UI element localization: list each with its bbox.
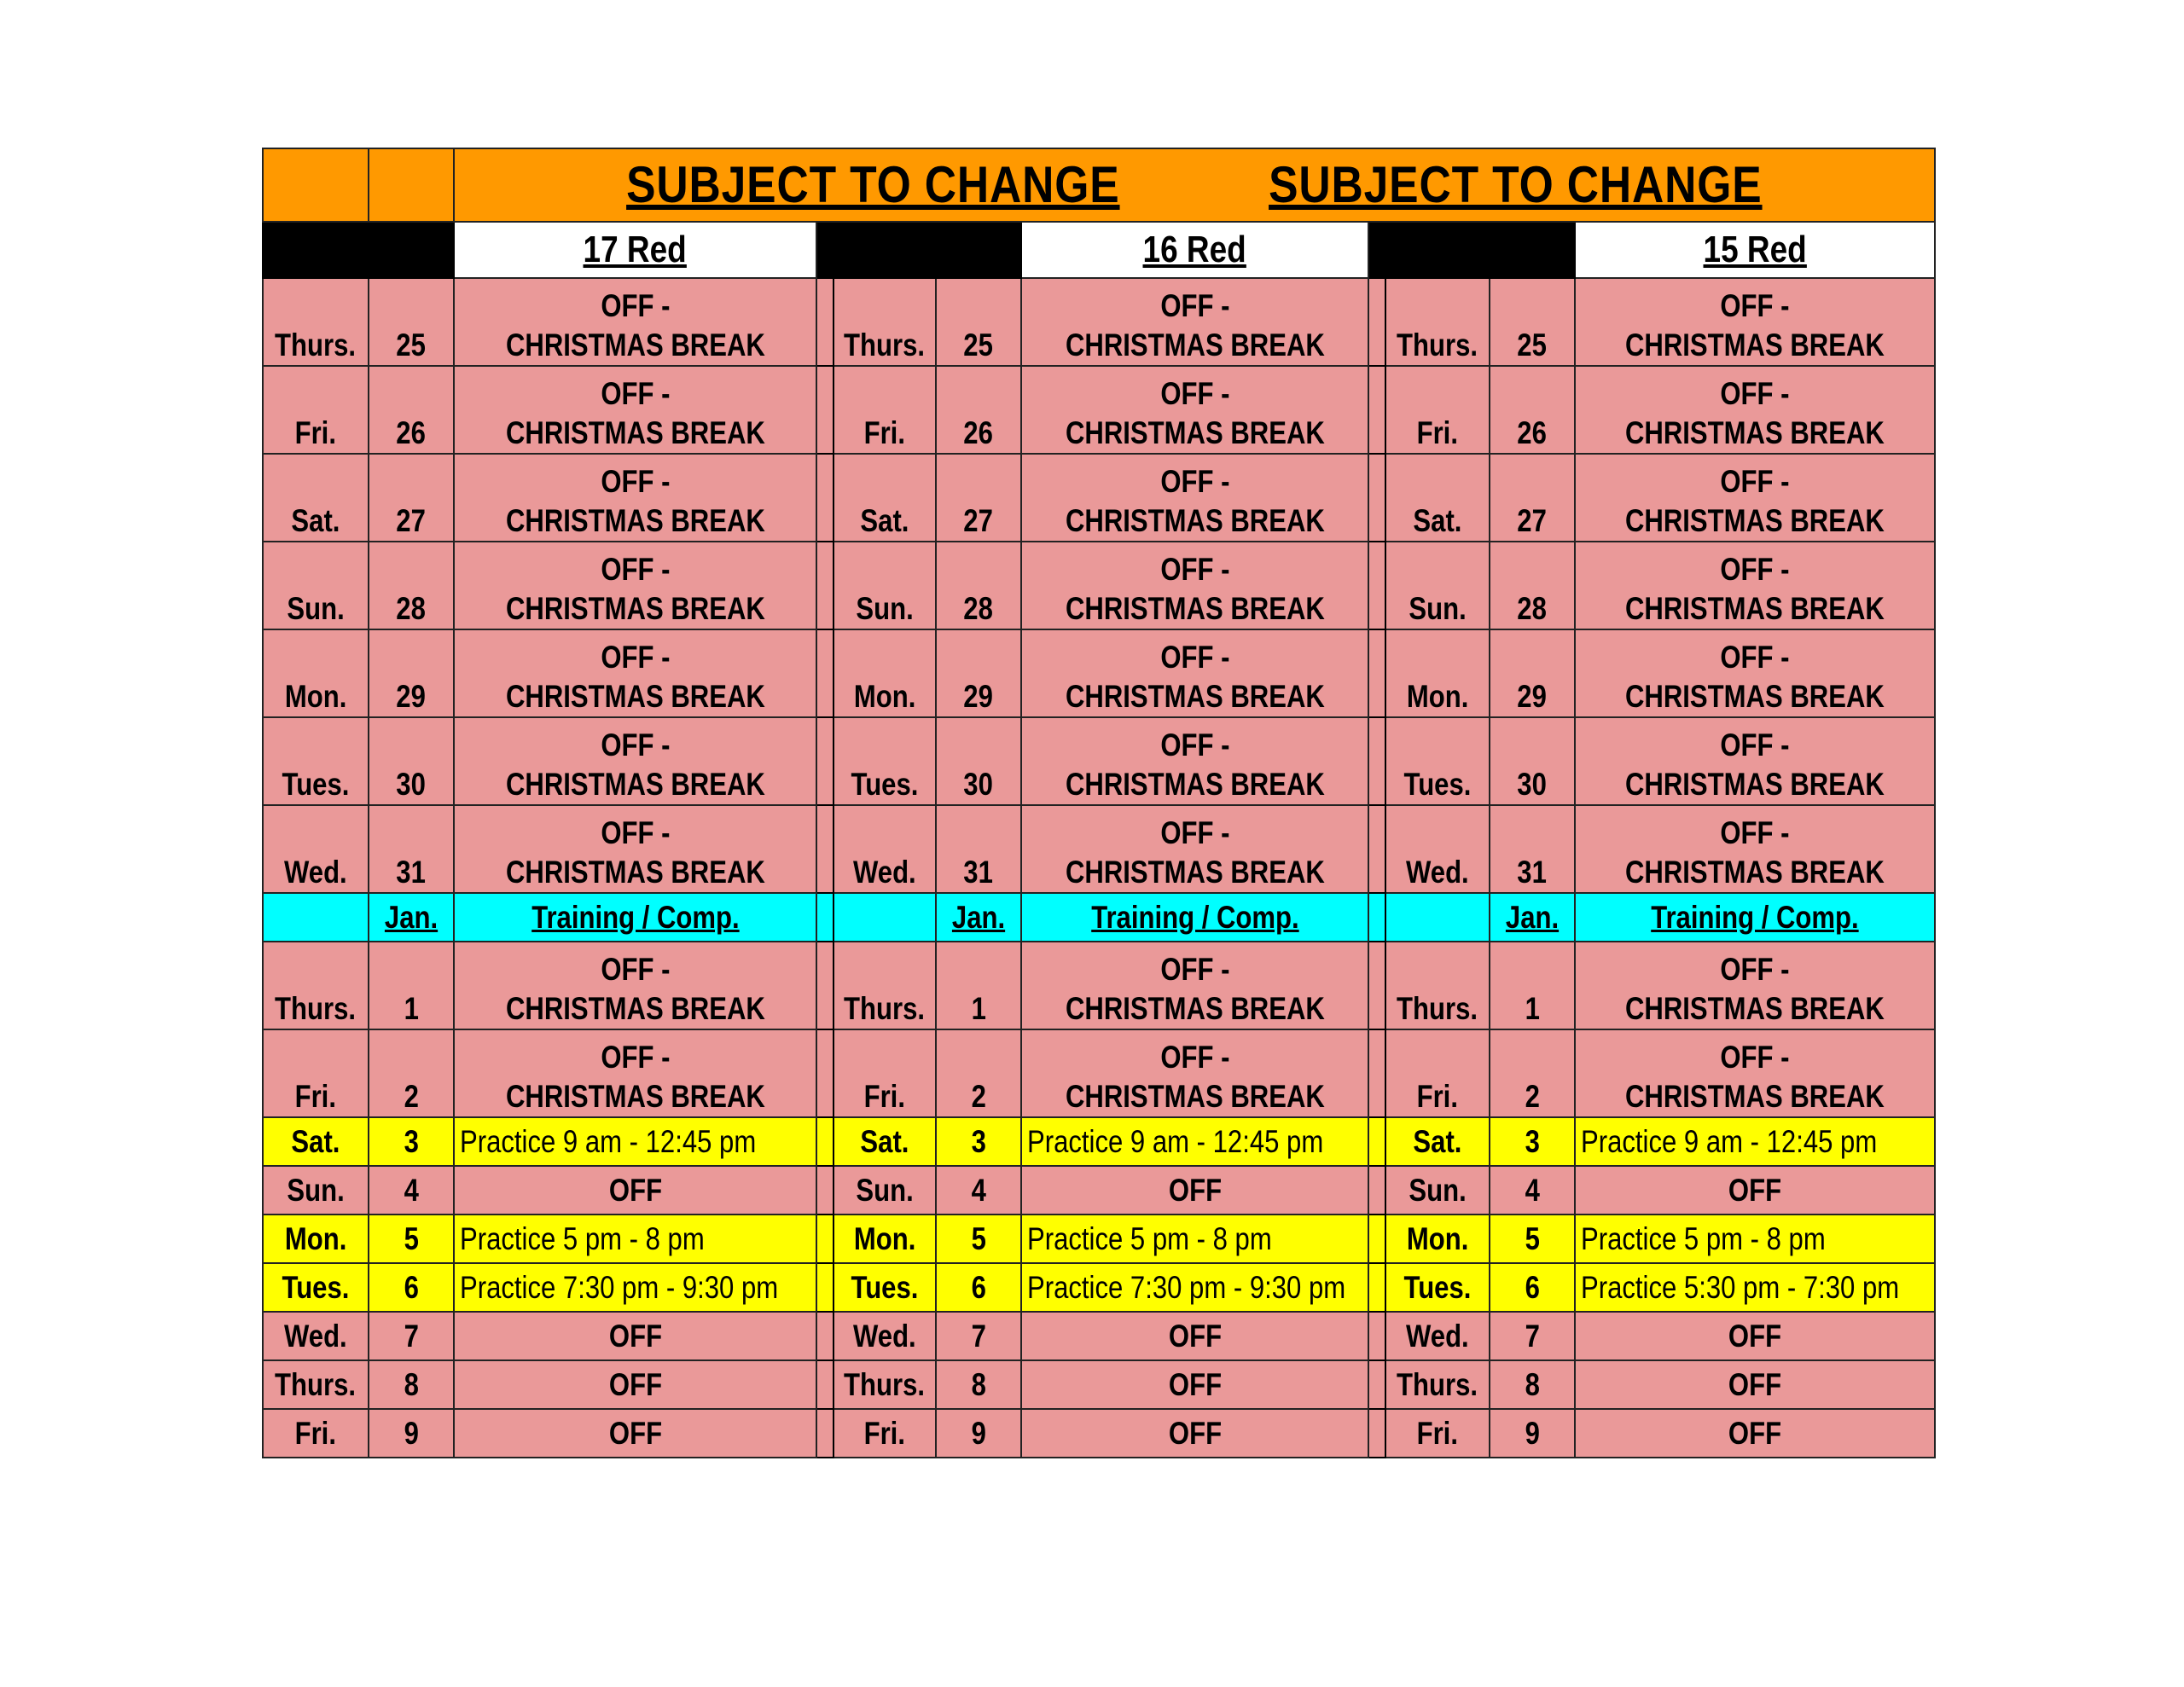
date-cell: 29 (369, 629, 454, 717)
date-cell: 3 (936, 1117, 1021, 1166)
event-text: OFF (608, 1366, 662, 1402)
day-cell: Wed. (1385, 1312, 1490, 1360)
event-text: OFF (1168, 1366, 1222, 1402)
banner-text-left: SUBJECT TO CHANGE (626, 156, 1120, 213)
event-text: Practice 5 pm - 8 pm (1027, 1220, 1272, 1256)
event-text: OFF - (1720, 376, 1790, 411)
date-cell: 29 (936, 629, 1021, 717)
event-text: CHRISTMAS BREAK (1625, 1079, 1885, 1114)
schedule-row (263, 1215, 1935, 1263)
month-blank-cell (263, 893, 369, 942)
event-text: OFF - (600, 728, 671, 762)
event-text: OFF - (600, 640, 671, 675)
date-cell: 29 (1490, 629, 1575, 717)
event-text: OFF - (1159, 288, 1230, 323)
day-cell: Mon. (1385, 1215, 1490, 1263)
event-text: OFF (1728, 1366, 1782, 1402)
column-separator (816, 805, 834, 893)
column-separator (816, 1263, 834, 1312)
event-text: OFF - (600, 288, 671, 323)
column-separator (816, 1360, 834, 1409)
column-separator (816, 629, 834, 717)
day-cell: Wed. (834, 805, 936, 893)
day-cell: Sat. (263, 1117, 369, 1166)
day-cell: Mon. (263, 629, 369, 717)
month-row (263, 893, 1935, 942)
event-text: OFF - (1720, 640, 1790, 675)
event-text: OFF - (1159, 728, 1230, 762)
event-text: OFF - (1720, 1040, 1790, 1075)
date-cell: 1 (936, 942, 1021, 1029)
date-cell: 6 (369, 1263, 454, 1312)
date-cell: 25 (369, 278, 454, 366)
event-text: CHRISTMAS BREAK (1065, 679, 1325, 714)
column-separator (1368, 629, 1385, 717)
event-cell (1021, 542, 1368, 629)
event-text: Practice 7:30 pm - 9:30 pm (460, 1269, 779, 1305)
day-cell: Tues. (834, 717, 936, 805)
event-text: CHRISTMAS BREAK (1065, 1079, 1325, 1114)
banner-cell-blank (263, 148, 369, 222)
event-cell (1575, 1215, 1935, 1263)
event-text: OFF - (1720, 464, 1790, 499)
event-text: OFF - (1159, 640, 1230, 675)
date-cell: 4 (369, 1166, 454, 1215)
event-cell (1021, 942, 1368, 1029)
column-separator (816, 717, 834, 805)
event-text: CHRISTMAS BREAK (1625, 991, 1885, 1026)
date-cell: 5 (369, 1215, 454, 1263)
header-black-block (1368, 222, 1575, 278)
column-separator (1368, 1029, 1385, 1117)
day-cell: Sun. (834, 542, 936, 629)
event-text: Practice 9 am - 12:45 pm (1581, 1123, 1878, 1159)
event-text: CHRISTMAS BREAK (505, 1079, 765, 1114)
day-cell: Fri. (263, 1409, 369, 1458)
day-cell: Fri. (1385, 366, 1490, 454)
event-text: CHRISTMAS BREAK (505, 855, 765, 890)
event-text: OFF - (1720, 552, 1790, 587)
team-name-15: 15 Red (1575, 222, 1935, 278)
column-separator (1368, 805, 1385, 893)
event-cell (1575, 805, 1935, 893)
day-cell: Thurs. (263, 1360, 369, 1409)
date-cell: 8 (936, 1360, 1021, 1409)
day-cell: Fri. (834, 1409, 936, 1458)
event-cell (454, 278, 816, 366)
event-text: CHRISTMAS BREAK (505, 415, 765, 450)
team-header-row (263, 222, 1935, 278)
day-cell: Wed. (263, 805, 369, 893)
event-cell (454, 942, 816, 1029)
event-cell (1021, 1360, 1368, 1409)
day-cell: Mon. (834, 1215, 936, 1263)
day-cell: Thurs. (263, 278, 369, 366)
event-text: CHRISTMAS BREAK (1065, 767, 1325, 802)
event-text: CHRISTMAS BREAK (1065, 503, 1325, 538)
day-cell: Sat. (834, 454, 936, 542)
month-blank-cell (1385, 893, 1490, 942)
event-text: OFF (1728, 1318, 1782, 1354)
column-separator (1368, 1215, 1385, 1263)
date-cell: 7 (1490, 1312, 1575, 1360)
schedule-row (263, 542, 1935, 629)
day-cell: Mon. (263, 1215, 369, 1263)
event-text: CHRISTMAS BREAK (1625, 328, 1885, 362)
event-text: OFF - (1159, 464, 1230, 499)
event-cell (454, 366, 816, 454)
day-cell: Sat. (834, 1117, 936, 1166)
column-separator (816, 1215, 834, 1263)
event-cell (1021, 1166, 1368, 1215)
day-cell: Fri. (1385, 1409, 1490, 1458)
banner-title (454, 148, 1935, 222)
day-cell: Fri. (834, 1029, 936, 1117)
date-cell: 9 (936, 1409, 1021, 1458)
event-cell (1021, 278, 1368, 366)
month-section-label: Training / Comp. (1575, 893, 1935, 942)
column-separator (1368, 717, 1385, 805)
schedule-row (263, 278, 1935, 366)
event-cell (1575, 1312, 1935, 1360)
event-text: CHRISTMAS BREAK (1625, 767, 1885, 802)
day-cell: Wed. (263, 1312, 369, 1360)
month-blank-cell (834, 893, 936, 942)
schedule-row (263, 805, 1935, 893)
event-text: OFF - (600, 552, 671, 587)
event-text: CHRISTMAS BREAK (1065, 328, 1325, 362)
schedule-table (262, 148, 1936, 1458)
day-cell: Fri. (834, 366, 936, 454)
schedule-row (263, 1312, 1935, 1360)
schedule-row (263, 366, 1935, 454)
day-cell: Tues. (1385, 1263, 1490, 1312)
event-cell (454, 1409, 816, 1458)
event-cell (454, 717, 816, 805)
date-cell: 2 (1490, 1029, 1575, 1117)
schedule-row (263, 1029, 1935, 1117)
date-cell: 26 (936, 366, 1021, 454)
event-cell (1021, 717, 1368, 805)
column-separator (1368, 1409, 1385, 1458)
month-section-label: Training / Comp. (454, 893, 816, 942)
date-cell: 28 (936, 542, 1021, 629)
event-cell (454, 1029, 816, 1117)
date-cell: 27 (1490, 454, 1575, 542)
column-separator (816, 942, 834, 1029)
event-cell (454, 1117, 816, 1166)
column-separator (816, 278, 834, 366)
banner-text-right: SUBJECT TO CHANGE (1269, 156, 1763, 213)
event-text: CHRISTMAS BREAK (505, 679, 765, 714)
schedule-row (263, 717, 1935, 805)
event-text: OFF (1168, 1172, 1222, 1208)
date-cell: 27 (369, 454, 454, 542)
event-text: Practice 9 am - 12:45 pm (1027, 1123, 1324, 1159)
day-cell: Tues. (263, 717, 369, 805)
day-cell: Fri. (263, 1029, 369, 1117)
month-label: Jan. (369, 893, 454, 942)
event-text: CHRISTMAS BREAK (505, 591, 765, 626)
team-name-16: 16 Red (1021, 222, 1368, 278)
event-text: OFF - (600, 464, 671, 499)
event-text: OFF - (1720, 288, 1790, 323)
day-cell: Thurs. (834, 278, 936, 366)
column-separator (1368, 1166, 1385, 1215)
column-separator (816, 454, 834, 542)
column-separator (1368, 1263, 1385, 1312)
date-cell: 9 (369, 1409, 454, 1458)
column-separator (1368, 454, 1385, 542)
date-cell: 6 (936, 1263, 1021, 1312)
day-cell: Tues. (1385, 717, 1490, 805)
event-cell (1575, 717, 1935, 805)
event-cell (1021, 366, 1368, 454)
column-separator (1368, 542, 1385, 629)
day-cell: Fri. (1385, 1029, 1490, 1117)
day-cell: Sun. (834, 1166, 936, 1215)
date-cell: 30 (1490, 717, 1575, 805)
date-cell: 30 (936, 717, 1021, 805)
month-label: Jan. (1490, 893, 1575, 942)
event-cell (1575, 1117, 1935, 1166)
event-cell (1575, 1263, 1935, 1312)
schedule-row (263, 1360, 1935, 1409)
date-cell: 3 (1490, 1117, 1575, 1166)
event-cell (454, 454, 816, 542)
schedule-row (263, 1409, 1935, 1458)
event-cell (1021, 454, 1368, 542)
day-cell: Thurs. (1385, 942, 1490, 1029)
day-cell: Thurs. (1385, 278, 1490, 366)
event-text: OFF (1168, 1318, 1222, 1354)
schedule-row (263, 454, 1935, 542)
event-cell (1575, 542, 1935, 629)
column-separator (816, 1029, 834, 1117)
event-cell (1575, 454, 1935, 542)
event-cell (1575, 629, 1935, 717)
event-text: OFF - (1720, 728, 1790, 762)
schedule-row (263, 629, 1935, 717)
event-cell (1021, 1029, 1368, 1117)
column-separator (816, 1312, 834, 1360)
date-cell: 3 (369, 1117, 454, 1166)
event-text: CHRISTMAS BREAK (505, 991, 765, 1026)
event-cell (1575, 278, 1935, 366)
event-text: OFF - (1159, 1040, 1230, 1075)
event-text: OFF (1728, 1172, 1782, 1208)
column-separator (1368, 1360, 1385, 1409)
date-cell: 1 (369, 942, 454, 1029)
day-cell: Fri. (263, 366, 369, 454)
schedule-row (263, 1166, 1935, 1215)
date-cell: 30 (369, 717, 454, 805)
event-text: OFF - (1159, 952, 1230, 987)
event-text: OFF - (600, 1040, 671, 1075)
event-text: CHRISTMAS BREAK (1625, 855, 1885, 890)
event-text: OFF (1728, 1415, 1782, 1451)
day-cell: Sun. (1385, 1166, 1490, 1215)
day-cell: Tues. (834, 1263, 936, 1312)
date-cell: 4 (936, 1166, 1021, 1215)
event-cell (1575, 942, 1935, 1029)
column-separator (816, 1409, 834, 1458)
event-cell (454, 1166, 816, 1215)
date-cell: 27 (936, 454, 1021, 542)
event-text: OFF (608, 1172, 662, 1208)
date-cell: 25 (936, 278, 1021, 366)
schedule-row (263, 1117, 1935, 1166)
day-cell: Sat. (1385, 454, 1490, 542)
event-cell (454, 1360, 816, 1409)
event-text: OFF - (600, 815, 671, 850)
event-cell (1021, 1117, 1368, 1166)
date-cell: 25 (1490, 278, 1575, 366)
column-separator (816, 893, 834, 942)
event-text: CHRISTMAS BREAK (1625, 591, 1885, 626)
day-cell: Sat. (263, 454, 369, 542)
event-text: Practice 9 am - 12:45 pm (460, 1123, 757, 1159)
event-text: OFF - (1720, 815, 1790, 850)
date-cell: 26 (1490, 366, 1575, 454)
date-cell: 5 (936, 1215, 1021, 1263)
event-text: OFF (1168, 1415, 1222, 1451)
event-cell (454, 1263, 816, 1312)
event-text: OFF - (1159, 815, 1230, 850)
event-cell (1575, 1166, 1935, 1215)
event-cell (454, 542, 816, 629)
header-black-block (263, 222, 454, 278)
event-cell (1575, 366, 1935, 454)
event-text: CHRISTMAS BREAK (1065, 855, 1325, 890)
day-cell: Thurs. (263, 942, 369, 1029)
date-cell: 8 (369, 1360, 454, 1409)
schedule-row (263, 942, 1935, 1029)
date-cell: 1 (1490, 942, 1575, 1029)
event-cell (1021, 1263, 1368, 1312)
event-text: CHRISTMAS BREAK (505, 328, 765, 362)
date-cell: 6 (1490, 1263, 1575, 1312)
event-text: OFF - (600, 952, 671, 987)
date-cell: 2 (936, 1029, 1021, 1117)
event-text: CHRISTMAS BREAK (1065, 415, 1325, 450)
event-text: CHRISTMAS BREAK (1625, 679, 1885, 714)
date-cell: 31 (1490, 805, 1575, 893)
column-separator (1368, 942, 1385, 1029)
event-cell (1021, 629, 1368, 717)
event-text: CHRISTMAS BREAK (505, 767, 765, 802)
schedule-sheet (262, 148, 1934, 1458)
event-text: Practice 5 pm - 8 pm (460, 1220, 705, 1256)
date-cell: 4 (1490, 1166, 1575, 1215)
column-separator (1368, 1312, 1385, 1360)
column-separator (816, 1166, 834, 1215)
event-cell (454, 805, 816, 893)
event-cell (1575, 1029, 1935, 1117)
event-text: CHRISTMAS BREAK (1625, 415, 1885, 450)
banner-cell-blank (369, 148, 454, 222)
event-text: OFF (608, 1415, 662, 1451)
day-cell: Sun. (1385, 542, 1490, 629)
date-cell: 28 (369, 542, 454, 629)
day-cell: Thurs. (834, 942, 936, 1029)
date-cell: 7 (936, 1312, 1021, 1360)
month-label: Jan. (936, 893, 1021, 942)
event-text: CHRISTMAS BREAK (1065, 591, 1325, 626)
date-cell: 8 (1490, 1360, 1575, 1409)
column-separator (816, 1117, 834, 1166)
day-cell: Mon. (1385, 629, 1490, 717)
date-cell: 5 (1490, 1215, 1575, 1263)
event-text: CHRISTMAS BREAK (1065, 991, 1325, 1026)
column-separator (816, 542, 834, 629)
event-cell (1021, 1215, 1368, 1263)
event-text: OFF - (600, 376, 671, 411)
event-text: OFF - (1159, 376, 1230, 411)
event-text: OFF (608, 1318, 662, 1354)
event-cell (454, 629, 816, 717)
event-text: OFF - (1159, 552, 1230, 587)
column-separator (1368, 893, 1385, 942)
day-cell: Mon. (834, 629, 936, 717)
date-cell: 31 (369, 805, 454, 893)
event-cell (1575, 1409, 1935, 1458)
team-name-17: 17 Red (454, 222, 816, 278)
column-separator (1368, 366, 1385, 454)
date-cell: 31 (936, 805, 1021, 893)
day-cell: Sun. (263, 542, 369, 629)
event-text: Practice 5:30 pm - 7:30 pm (1581, 1269, 1900, 1305)
event-cell (1021, 1312, 1368, 1360)
banner-row (263, 148, 1935, 222)
day-cell: Sun. (263, 1166, 369, 1215)
event-cell (454, 1312, 816, 1360)
day-cell: Tues. (263, 1263, 369, 1312)
day-cell: Thurs. (834, 1360, 936, 1409)
schedule-row (263, 1263, 1935, 1312)
day-cell: Wed. (834, 1312, 936, 1360)
date-cell: 2 (369, 1029, 454, 1117)
column-separator (816, 366, 834, 454)
header-black-block (816, 222, 1021, 278)
event-cell (1021, 805, 1368, 893)
event-text: Practice 5 pm - 8 pm (1581, 1220, 1826, 1256)
day-cell: Wed. (1385, 805, 1490, 893)
event-text: CHRISTMAS BREAK (1625, 503, 1885, 538)
day-cell: Sat. (1385, 1117, 1490, 1166)
event-text: CHRISTMAS BREAK (505, 503, 765, 538)
event-cell (1575, 1360, 1935, 1409)
date-cell: 26 (369, 366, 454, 454)
day-cell: Thurs. (1385, 1360, 1490, 1409)
event-text: Practice 7:30 pm - 9:30 pm (1027, 1269, 1346, 1305)
column-separator (1368, 1117, 1385, 1166)
date-cell: 9 (1490, 1409, 1575, 1458)
date-cell: 7 (369, 1312, 454, 1360)
event-cell (454, 1215, 816, 1263)
column-separator (1368, 278, 1385, 366)
event-text: OFF - (1720, 952, 1790, 987)
date-cell: 28 (1490, 542, 1575, 629)
month-section-label: Training / Comp. (1021, 893, 1368, 942)
event-cell (1021, 1409, 1368, 1458)
